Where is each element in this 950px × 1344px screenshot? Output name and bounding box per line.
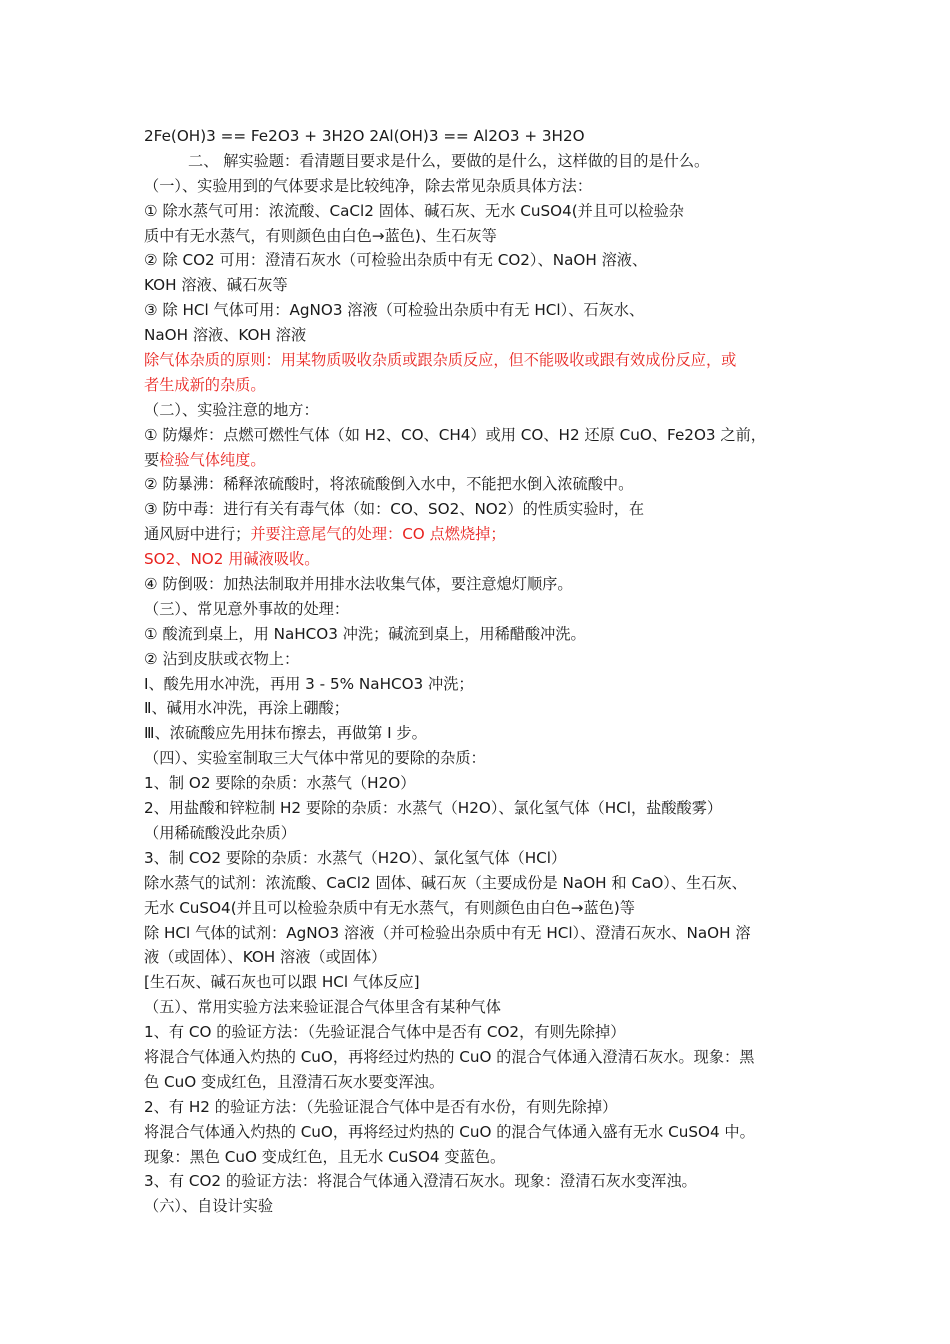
text-line: 除 HCl 气体的试剂：AgNO3 溶液（并可检验出杂质中有无 HCl）、澄清石灰水、NaOH 溶 xyxy=(144,923,751,942)
text-line: ② 防暴沸：稀释浓硫酸时，将浓硫酸倒入水中，不能把水倒入浓硫酸中。 xyxy=(144,475,634,494)
text-line: ③ 除 HCl 气体可用：AgNO3 溶液（可检验出杂质中有无 HCl）、石灰水、 xyxy=(144,301,645,320)
text-line: ① 酸流到桌上，用 NaHCO3 冲洗；碱流到桌上，用稀醋酸冲洗。 xyxy=(144,624,586,643)
highlighted-text: SO2、NO2 用碱液吸收。 xyxy=(144,550,320,569)
highlighted-principle: 除气体杂质的原则：用某物质吸收杂质或跟杂质反应，但不能吸收或跟有效成份反应，或 xyxy=(144,351,737,370)
text-line: ④ 防倒吸：加热法制取并用排水法收集气体，要注意熄灯顺序。 xyxy=(144,575,573,594)
text-line: ③ 防中毒：进行有关有毒气体（如：CO、SO2、NO2）的性质实验时，在 xyxy=(144,500,645,519)
subsection-heading: （三）、常见意外事故的处理： xyxy=(144,599,350,618)
text-line: [生石灰、碱石灰也可以跟 HCl 气体反应] xyxy=(144,973,420,992)
text-line: 除水蒸气的试剂：浓流酸、CaCl2 固体、碱石灰（主要成份是 NaOH 和 CaO）、生石灰、 xyxy=(144,873,747,892)
text-line: 现象：黑色 CuO 变成红色，且无水 CuSO4 变蓝色。 xyxy=(144,1147,506,1166)
text-line: 无水 CuSO4(并且可以检验杂质中有无水蒸气，有则颜色由白色→蓝色)等 xyxy=(144,898,635,917)
text-line: ② 除 CO2 可用：澄清石灰水（可检验出杂质中有无 CO2）、NaOH 溶液、 xyxy=(144,251,648,270)
section-heading: 二、 解实验题：看清题目要求是什么，要做的是什么，这样做的目的是什么。 xyxy=(188,151,710,170)
text-line: Ⅰ、酸先用水冲洗，再用 3 - 5% NaHCO3 冲洗； xyxy=(144,674,474,693)
text-segment: 通风厨中进行； xyxy=(144,525,251,544)
text-line: 1、有 CO 的验证方法：（先验证混合气体中是否有 CO2，有则先除掉） xyxy=(144,1023,626,1042)
text-line: ① 防爆炸：点燃可燃性气体（如 H2、CO、CH4）或用 CO、H2 还原 CuO、Fe2O3 之前， xyxy=(144,425,766,444)
text-line: KOH 溶液、碱石灰等 xyxy=(144,276,288,295)
text-line: Ⅱ、碱用水冲洗，再涂上硼酸； xyxy=(144,699,349,718)
subsection-heading: （五）、常用实验方法来验证混合气体里含有某种气体 xyxy=(144,998,501,1017)
text-line: 1、制 O2 要除的杂质：水蒸气（H2O） xyxy=(144,774,416,793)
text-line: 液（或固体）、KOH 溶液（或固体） xyxy=(144,948,387,967)
text-line: 3、有 CO2 的验证方法：将混合气体通入澄清石灰水。现象：澄清石灰水变浑浊。 xyxy=(144,1172,697,1191)
text-line xyxy=(144,448,824,473)
highlighted-principle: 者生成新的杂质。 xyxy=(144,375,266,394)
subsection-heading: （一）、实验用到的气体要求是比较纯净，除去常见杂质具体方法： xyxy=(144,176,593,195)
highlighted-text: 检验气体纯度。 xyxy=(159,450,266,469)
text-line: ② 沾到皮肤或衣物上： xyxy=(144,649,300,668)
text-line: 色 CuO 变成红色，且澄清石灰水要变浑浊。 xyxy=(144,1072,445,1091)
document-body xyxy=(144,124,824,1219)
equation-line: 2Fe(OH)3 == Fe2O3 + 3H2O 2Al(OH)3 == Al2O3 + 3H2O xyxy=(144,127,585,145)
text-line: 2、有 H2 的验证方法：（先验证混合气体中是否有水份，有则先除掉） xyxy=(144,1097,618,1116)
text-line: 2、用盐酸和锌粒制 H2 要除的杂质：水蒸气（H2O）、氯化氢气体（HCl，盐酸酸雾） xyxy=(144,799,723,818)
text-segment: 要 xyxy=(144,450,160,469)
text-line: NaOH 溶液、KOH 溶液 xyxy=(144,326,307,345)
text-line: 质中有无水蒸气，有则颜色由白色→蓝色)、生石灰等 xyxy=(144,226,497,245)
text-line: ① 除水蒸气可用：浓流酸、CaCl2 固体、碱石灰、无水 CuSO4(并且可以检验杂 xyxy=(144,201,684,220)
text-line: Ⅲ、浓硫酸应先用抹布擦去，再做第 Ⅰ 步。 xyxy=(144,724,427,743)
text-line: 3、制 CO2 要除的杂质：水蒸气（H2O）、氯化氢气体（HCl） xyxy=(144,848,567,867)
text-line xyxy=(144,522,824,547)
text-line: （用稀硫酸没此杂质） xyxy=(144,823,296,842)
subsection-heading: （六）、自设计实验 xyxy=(144,1197,274,1216)
subsection-heading: （二）、实验注意的地方： xyxy=(144,400,319,419)
highlighted-text: 并要注意尾气的处理：CO 点燃烧掉； xyxy=(250,525,506,544)
text-line: 将混合气体通入灼热的 CuO，再将经过灼热的 CuO 的混合气体通入盛有无水 CuSO4 中。 xyxy=(144,1122,755,1141)
subsection-heading: （四）、实验室制取三大气体中常见的要除的杂质： xyxy=(144,749,486,768)
text-line: 将混合气体通入灼热的 CuO，再将经过灼热的 CuO 的混合气体通入澄清石灰水。现象：黑 xyxy=(144,1047,755,1066)
